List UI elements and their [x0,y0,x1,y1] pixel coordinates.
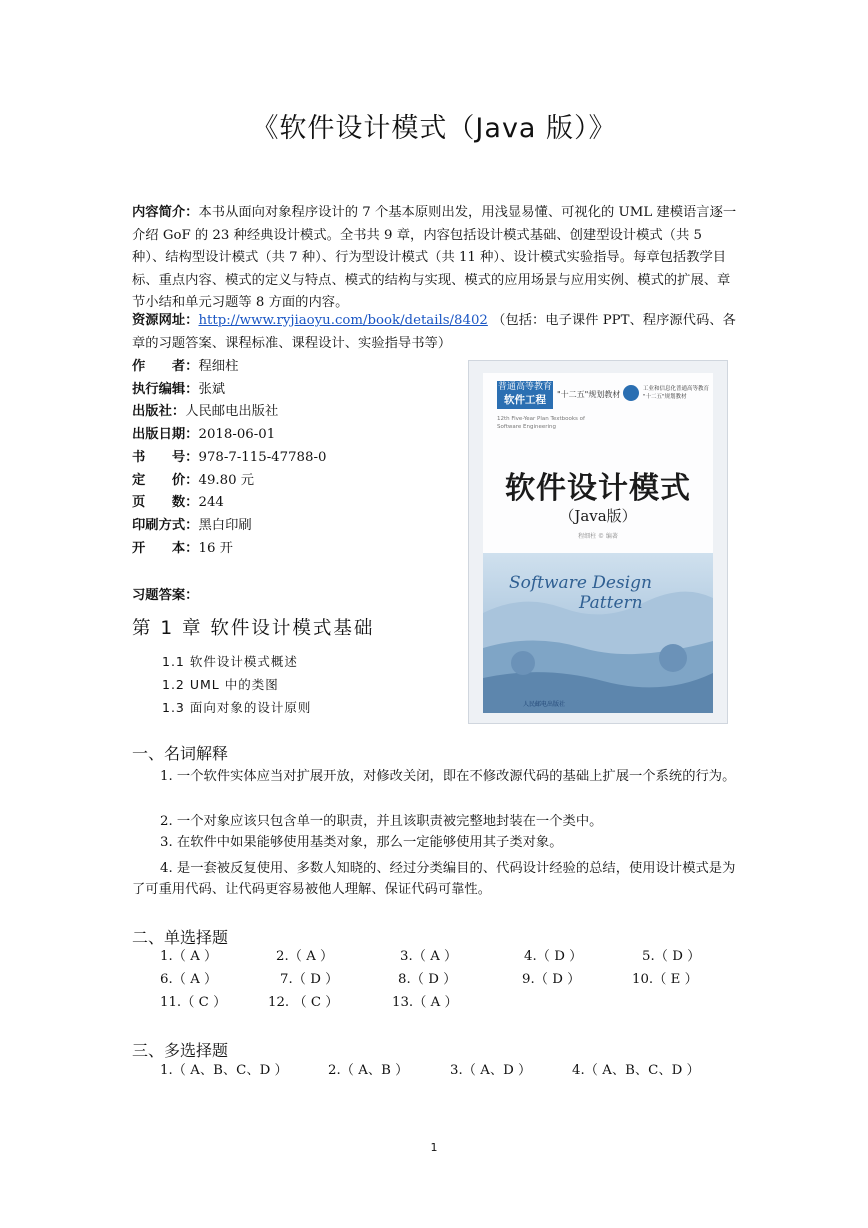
meta-value: 张斌 [198,381,226,397]
section-3-title: 三、多选择题 [132,1041,229,1060]
book-metadata [132,356,326,560]
intro-paragraph [132,202,738,315]
book-cover [468,360,728,724]
meta-price [132,470,326,493]
meta-value: 49.80 元 [198,472,255,488]
meta-label: 出版社： [132,404,186,420]
meta-editor [132,379,326,402]
meta-author [132,356,326,379]
meta-label: 开 本： [132,540,199,556]
answer: 6.（ A ） [160,972,218,987]
answer: 8.（ D ） [398,972,457,987]
answer: 12. （ C ） [268,995,339,1010]
answer-row [160,945,700,968]
seal-icon [623,385,639,401]
answer: 10.（ E ） [632,972,698,987]
meta-label: 书 号： [132,449,199,465]
intro-label: 内容简介： [132,205,199,220]
sec1-item: 1. 一个软件实体应当对扩展开放，对修改关闭，即在不修改源代码的基础上扩展一个系统的行为。 [160,769,736,784]
answer: 13.（ A ） [392,995,458,1010]
meta-value: 人民邮电出版社 [185,404,279,420]
answer: 4.（ D ） [524,949,583,964]
answer: 7.（ D ） [280,972,339,987]
section-1-title: 一、名词解释 [132,744,229,763]
series-badge [497,381,553,409]
meta-isbn [132,447,326,470]
resource-label: 资源网址： [132,313,199,328]
answer-row [160,1059,700,1082]
org-line: "十二五"规划教材 [643,394,687,400]
answer: 5.（ D ） [642,949,701,964]
answer: 3.（ A ） [400,949,458,964]
meta-printing [132,515,326,538]
toc-list [162,650,311,719]
answer: 11.（ C ） [160,995,227,1010]
cover-author: 程细柱 © 编著 [578,533,618,540]
tree-shape [511,651,535,675]
document-title: 《软件设计模式（Java 版）》 [251,113,617,144]
meta-value: 黑白印刷 [198,517,252,533]
meta-label: 印刷方式： [132,517,199,533]
meta-label: 定 价： [132,472,199,488]
meta-pages [132,492,326,515]
toc-item: 1.2 UML 中的类图 [162,677,279,692]
answer: 1.（ A、B、C、D ） [160,1063,288,1078]
sec1-item: 2. 一个对象应该只包含单一的职责，并且该职责被完整地封装在一个类中。 [160,814,603,829]
script-line: Software Design [509,573,652,593]
answer: 2.（ A ） [276,949,334,964]
meta-label: 出版日期： [132,427,199,443]
meta-label: 页 数： [132,495,199,511]
resource-paragraph [132,310,738,355]
meta-format [132,538,326,561]
org-line: 工业和信息化普通高等教育 [643,386,710,392]
sec1-item: 4. 是一套被反复使用、多数人知晓的、经过分类编目的、代码设计经验的总结，使用设计模式是为了可重用代码、让代码更容易被他人理解、保证代码可靠性。 [132,861,736,897]
resource-note: （包括：电子课件 PPT、程序源代码、各章的习题答案、课程标准、课程设计、实验指导书等） [132,313,736,351]
badge-top: 普通高等教育 [497,382,552,392]
org-label [643,385,709,401]
badge-main: 软件工程 [504,394,546,406]
toc-item: 1.1 软件设计模式概述 [162,654,298,669]
answer-row [160,991,458,1014]
cover-script-title [509,573,652,613]
publisher-logos: 人民邮电出版社 [523,701,566,708]
meta-label: 执行编辑： [132,381,199,397]
answer: 9.（ D ） [522,972,581,987]
answer: 4.（ A、B、C、D ） [572,1063,700,1078]
page-number: 1 [430,1141,438,1154]
chapter-heading: 第 1 章 软件设计模式基础 [132,618,375,639]
meta-value: 16 开 [198,540,233,556]
section-2-title: 二、单选择题 [132,928,229,947]
cover-inner [483,373,713,713]
script-line: Pattern [579,593,643,613]
intro-text: 本书从面向对象程序设计的 7 个基本原则出发，用浅显易懂、可视化的 UML 建模语言逐一介绍 GoF 的 23 种经典设计模式。全书共 9 章，内容包括设计模式基础、创建型设计模式（共 5 种）、结构型设计模式（共 7 种）、行为型设计模式（共 11 种）、设计模式实验指导。每章包括教学目标、重点内容、模式的定义与特点、模式的结构与实现、模式的应用场景与应用实例、模式的扩展、章节小结和单元习题等 8 方面的内容。 [132,205,737,310]
english-series: 12th Five-Year Plan Textbooks of Software Engineering [497,416,585,430]
meta-value: 2018-06-01 [198,427,276,443]
meta-label: 作 者： [132,359,199,374]
cover-title: 软件设计模式 [505,471,691,506]
meta-date [132,424,326,447]
sec1-item: 3. 在软件中如果能够使用基类对象，那么一定能够使用其子类对象。 [160,835,563,850]
answer-row [160,968,698,991]
answer: 1.（ A ） [160,949,218,964]
meta-value: 244 [198,495,224,511]
resource-link[interactable]: http://www.ryjiaoyu.com/book/details/8402 [198,313,488,328]
meta-publisher [132,401,326,424]
tree-shape [659,644,687,672]
meta-value: 程细柱 [198,359,239,374]
meta-value: 978-7-115-47788-0 [198,449,327,465]
plan-label: "十二五"规划教材 [557,390,621,399]
toc-item: 1.3 面向对象的设计原则 [162,700,312,715]
answer: 2.（ A、B ） [328,1063,409,1078]
cover-subtitle: （Java版） [559,507,637,525]
answer: 3.（ A、D ） [450,1063,532,1078]
answers-label: 习题答案： [132,588,199,603]
